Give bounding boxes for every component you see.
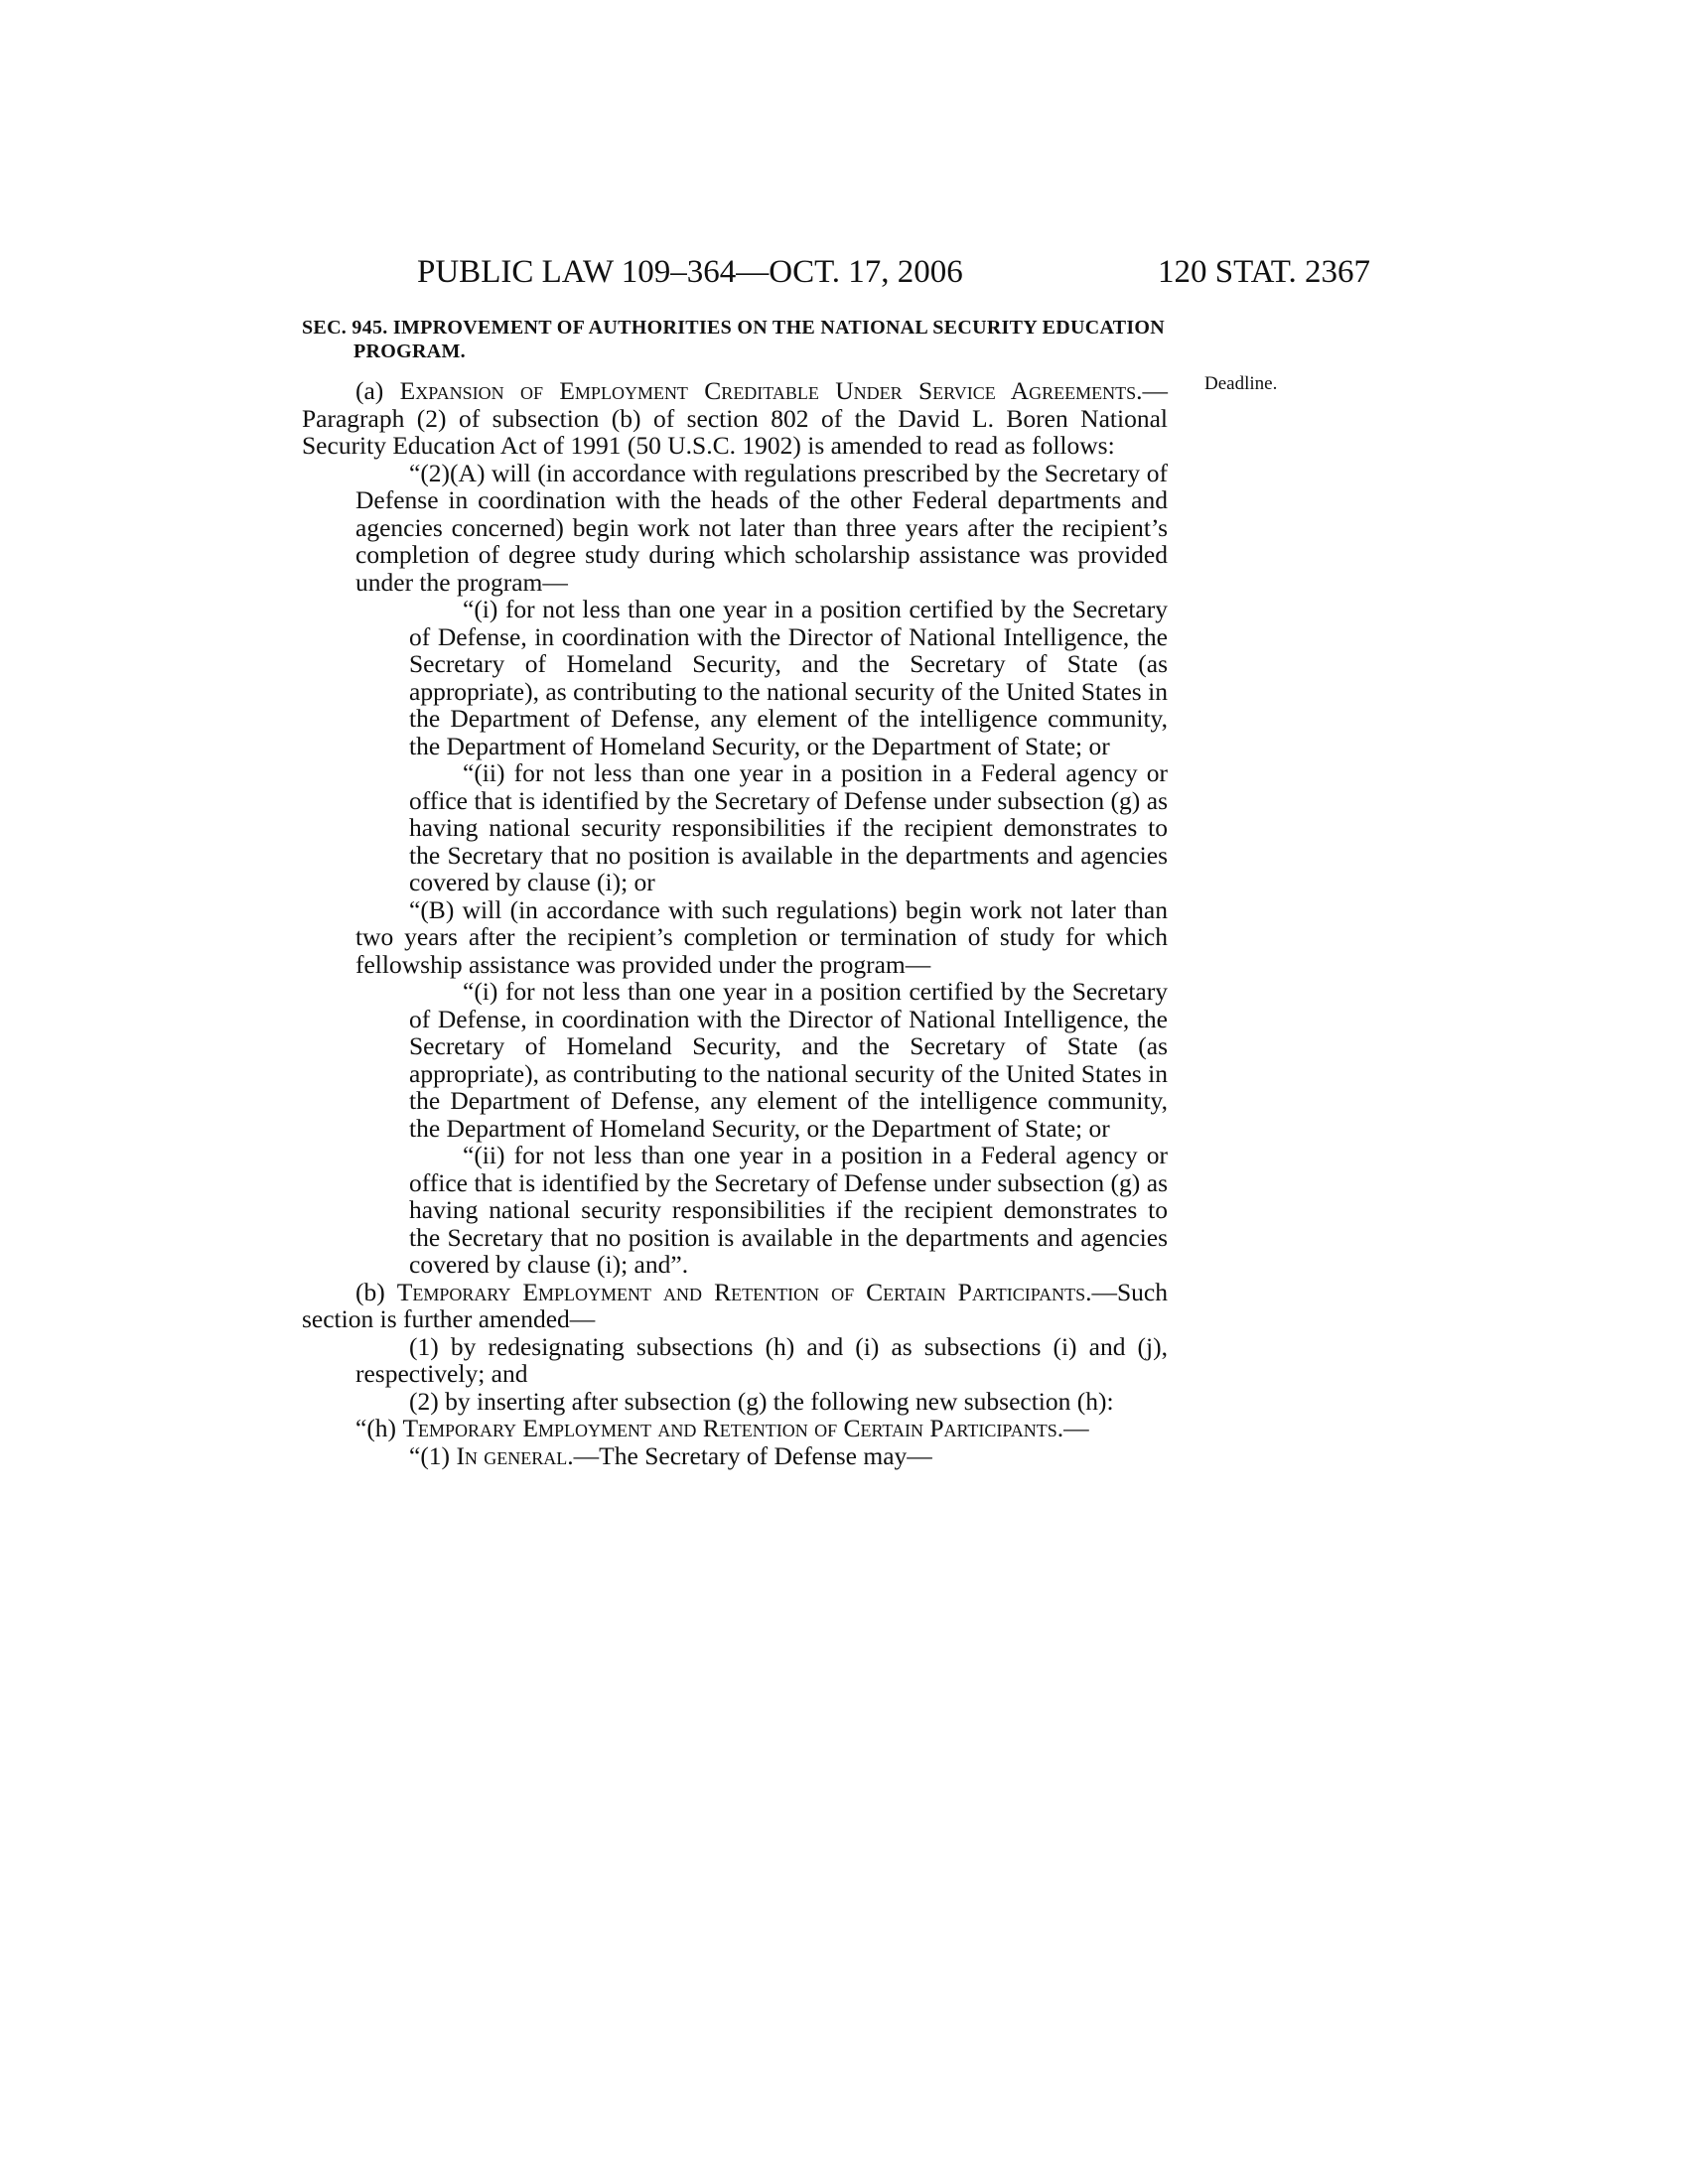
subsection-a-caption: Expansion of Employment Creditable Under Service Agreements. xyxy=(399,376,1143,405)
clause-b-i: “(i) for not less than one year in a position certified by the Secretary of Defense, in coordination with the Director of National Intelligence, the Secretary of Homeland Security, and the Secretary of State (as appropriate), as contributing to the national security of the United States in the Department of Defense, any element of the intelligence community, the Department of Homeland Security, or the Department of State; or xyxy=(409,977,1168,1143)
subsection-b-caption: Temporary Employment and Retention of Certain Participants. xyxy=(396,1277,1092,1306)
subsection-b-item-1: (1) by redesignating subsections (h) and (i) as subsections (i) and (j), respectively; and xyxy=(355,1331,1168,1388)
clause-2a-i: “(i) for not less than one year in a position certified by the Secretary of Defense, in coordination with the Director of National Intelligence, the Secretary of Homeland Security, and the Secretary of State (as appropriate), as contributing to the national security of the United States in the Department of Defense, any element of the intelligence community, the Department of Homeland Security, or the Department of State; or xyxy=(409,595,1168,760)
paragraph-2a: “(2)(A) will (in accordance with regulations prescribed by the Secretary of Defense in coordination with the heads of the other Federal departments and agencies concerned) begin work not later than three years after the recipient’s completion of degree study during which scholarship assistance was provided under the program— xyxy=(355,458,1168,597)
subsection-h-caption: Temporary Employment and Retention of Certain Participants. xyxy=(402,1414,1064,1442)
header-title: PUBLIC LAW 109–364—OCT. 17, 2006 xyxy=(417,254,963,290)
subsection-h-1: “(1) In general.—The Secretary of Defense may— xyxy=(409,1440,932,1470)
page-header xyxy=(417,250,1370,294)
subsection-h: “(h) Temporary Employment and Retention of Certain Participants.— xyxy=(355,1414,1089,1442)
subsection-a: (a) Expansion of Employment Creditable Under Service Agreements.—Paragraph (2) of subsection (b) of section 802 of the David L. Boren National Security Education Act of 1991 (50 U.S.C. 1902) is amended to read as follows: xyxy=(302,376,1168,460)
subsection-b: (b) Temporary Employment and Retention of Certain Participants.—Such section is further amended— xyxy=(302,1277,1168,1333)
subsection-b-item-2: (2) by inserting after subsection (g) the following new subsection (h): xyxy=(409,1386,1114,1416)
header-page-number: 120 STAT. 2367 xyxy=(1157,254,1370,290)
clause-2a-ii: “(ii) for not less than one year in a position in a Federal agency or office that is identified by the Secretary of Defense under subsection (g) as having national security responsibilities if the recipient demonstrates to the Secretary that no position is available in the departments and agencies covered by clause (i); or xyxy=(409,758,1168,896)
subsection-h-1-caption: In general. xyxy=(456,1440,574,1470)
paragraph-b-subpara: “(B) will (in accordance with such regulations) begin work not later than two years after the recipient’s completion or termination of study for which fellowship assistance was provided under the program— xyxy=(355,894,1168,979)
document-body xyxy=(302,316,1168,1469)
margin-note: Deadline. xyxy=(1204,373,1278,394)
section-heading: SEC. 945. IMPROVEMENT OF AUTHORITIES ON THE NATIONAL SECURITY EDUCATION PROGRAM. xyxy=(302,317,1166,362)
clause-b-ii: “(ii) for not less than one year in a position in a Federal agency or office that is identified by the Secretary of Defense under subsection (g) as having national security responsibilities if the recipient demonstrates to the Secretary that no position is available in the departments and agencies covered by clause (i); and”. xyxy=(409,1141,1168,1279)
